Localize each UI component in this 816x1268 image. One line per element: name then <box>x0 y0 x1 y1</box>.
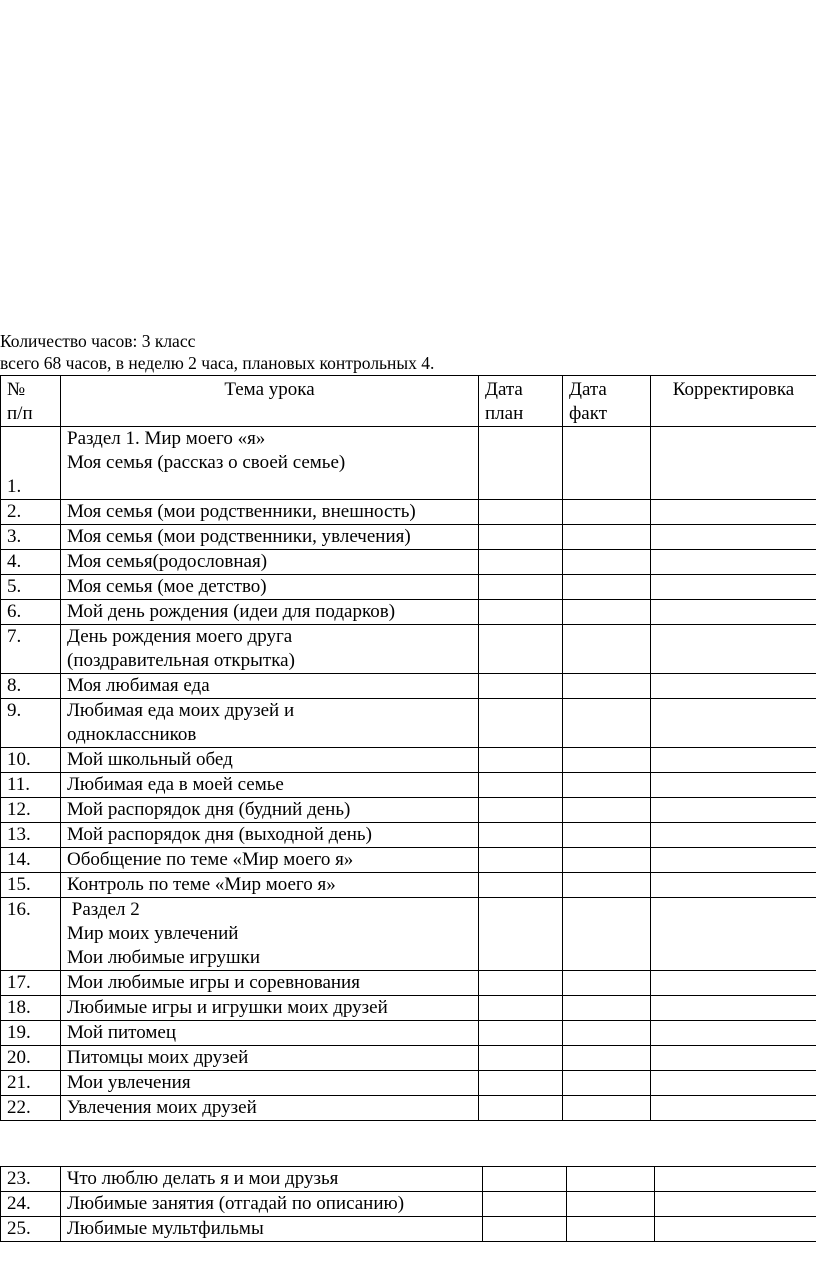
table-row <box>1 1046 816 1071</box>
table-row <box>1 525 816 550</box>
lesson-topic <box>61 600 479 625</box>
lesson-topic <box>61 1217 483 1242</box>
date-fact-cell[interactable] <box>563 823 651 848</box>
date-plan-cell[interactable] <box>479 550 563 575</box>
lesson-number: 4. <box>1 550 61 575</box>
date-fact-cell[interactable] <box>563 550 651 575</box>
lesson-topic-line: Любимая еда моих друзей и <box>67 700 295 721</box>
correction-cell[interactable] <box>651 848 816 873</box>
correction-cell[interactable] <box>651 699 816 748</box>
table-row <box>1 1021 816 1046</box>
correction-cell[interactable] <box>651 773 816 798</box>
correction-cell[interactable] <box>655 1167 816 1192</box>
lesson-topic-line: Мир моих увлечений <box>67 923 239 944</box>
lesson-topic-line: Мои любимые игрушки <box>67 947 261 968</box>
lesson-number: 12. <box>1 798 61 823</box>
date-plan-cell[interactable] <box>479 1046 563 1071</box>
lesson-topic-line: Раздел 2 <box>67 899 140 920</box>
table-row <box>1 1071 816 1096</box>
correction-cell[interactable] <box>651 625 816 674</box>
date-fact-cell[interactable] <box>563 898 651 971</box>
lesson-number: 10. <box>1 748 61 773</box>
lesson-topic-line: Моя любимая еда <box>67 675 210 696</box>
lesson-number: 11. <box>1 773 61 798</box>
date-plan-cell[interactable] <box>479 996 563 1021</box>
date-plan-cell[interactable] <box>479 600 563 625</box>
lesson-topic <box>61 525 479 550</box>
date-fact-cell[interactable] <box>563 699 651 748</box>
date-fact-cell[interactable] <box>567 1217 655 1242</box>
date-plan-cell[interactable] <box>479 1021 563 1046</box>
lesson-number: 3. <box>1 525 61 550</box>
lesson-number: 19. <box>1 1021 61 1046</box>
lesson-topic-line: Питомцы моих друзей <box>67 1047 249 1068</box>
lesson-plan-table-continued <box>0 1166 816 1242</box>
date-plan-cell[interactable] <box>479 699 563 748</box>
lesson-topic <box>61 1192 483 1217</box>
lesson-topic-line: Любимые занятия (отгадай по описанию) <box>67 1193 405 1214</box>
correction-cell[interactable] <box>655 1217 816 1242</box>
correction-cell[interactable] <box>651 748 816 773</box>
date-plan-cell[interactable] <box>479 798 563 823</box>
correction-cell[interactable] <box>651 1046 816 1071</box>
lesson-number: 14. <box>1 848 61 873</box>
column-header-topic: Тема урока <box>61 376 479 427</box>
lesson-topic-line: Любимая еда в моей семье <box>67 774 284 795</box>
date-fact-cell[interactable] <box>563 1021 651 1046</box>
hours-summary: всего 68 часов, в неделю 2 часа, плановых контрольных 4. <box>0 353 435 373</box>
lesson-number: 22. <box>1 1096 61 1121</box>
date-fact-cell[interactable] <box>563 600 651 625</box>
lesson-topic <box>61 748 479 773</box>
date-plan-cell[interactable] <box>479 427 563 500</box>
correction-cell[interactable] <box>651 525 816 550</box>
date-plan-cell[interactable] <box>479 625 563 674</box>
lesson-plan-table <box>0 375 816 1121</box>
date-fact-cell[interactable] <box>563 525 651 550</box>
table-row <box>1 898 816 971</box>
date-fact-cell[interactable] <box>563 773 651 798</box>
correction-cell[interactable] <box>651 898 816 971</box>
table-row <box>1 500 816 525</box>
lesson-topic <box>61 848 479 873</box>
date-plan-cell[interactable] <box>483 1192 567 1217</box>
lesson-number: 20. <box>1 1046 61 1071</box>
lesson-topic-line: Мои любимые игры и соревнования <box>67 972 360 993</box>
column-header-date-plan: Дата план <box>479 376 563 427</box>
lesson-number: 7. <box>1 625 61 674</box>
date-fact-cell[interactable] <box>563 427 651 500</box>
lesson-topic-line: Контроль по теме «Мир моего я» <box>67 874 336 895</box>
lesson-topic <box>61 1021 479 1046</box>
lesson-topic-line: Увлечения моих друзей <box>67 1097 257 1118</box>
lesson-topic-line: Моя семья(родословная) <box>67 551 268 572</box>
lesson-topic-line: Мой распорядок дня (будний день) <box>67 799 351 820</box>
lesson-number: 16. <box>1 898 61 971</box>
correction-cell[interactable] <box>651 971 816 996</box>
table-row <box>1 575 816 600</box>
lesson-topic <box>61 898 479 971</box>
lesson-topic <box>61 873 479 898</box>
correction-cell[interactable] <box>651 500 816 525</box>
lesson-number: 13. <box>1 823 61 848</box>
lesson-topic <box>61 1046 479 1071</box>
table-row <box>1 1192 816 1217</box>
lesson-topic-line: Моя семья (рассказ о своей семье) <box>67 452 346 473</box>
lesson-topic <box>61 500 479 525</box>
correction-cell[interactable] <box>651 1071 816 1096</box>
lesson-number: 2. <box>1 500 61 525</box>
table-row <box>1 1217 816 1242</box>
lesson-number: 1. <box>1 427 61 500</box>
correction-cell[interactable] <box>651 1021 816 1046</box>
date-fact-cell[interactable] <box>563 1096 651 1121</box>
table-row <box>1 996 816 1021</box>
table-row <box>1 625 816 674</box>
lesson-number: 24. <box>1 1192 61 1217</box>
date-plan-cell[interactable] <box>479 674 563 699</box>
lesson-number: 23. <box>1 1167 61 1192</box>
lesson-number: 8. <box>1 674 61 699</box>
table-row <box>1 550 816 575</box>
date-plan-cell[interactable] <box>483 1167 567 1192</box>
date-fact-cell[interactable] <box>563 996 651 1021</box>
lesson-number: 17. <box>1 971 61 996</box>
lesson-number: 5. <box>1 575 61 600</box>
lesson-topic-line: (поздравительная открытка) <box>67 650 295 671</box>
table-row <box>1 971 816 996</box>
correction-cell[interactable] <box>651 600 816 625</box>
date-plan-cell[interactable] <box>479 1096 563 1121</box>
lesson-topic <box>61 996 479 1021</box>
table-row <box>1 798 816 823</box>
lesson-topic-line: День рождения моего друга <box>67 626 293 647</box>
date-plan-cell[interactable] <box>479 848 563 873</box>
table-row <box>1 873 816 898</box>
correction-cell[interactable] <box>651 1096 816 1121</box>
lesson-topic <box>61 1071 479 1096</box>
lesson-number: 9. <box>1 699 61 748</box>
lesson-number: 18. <box>1 996 61 1021</box>
table-row <box>1 1096 816 1121</box>
date-fact-cell[interactable] <box>563 873 651 898</box>
date-plan-cell[interactable] <box>483 1217 567 1242</box>
lesson-topic-line: Любимые мультфильмы <box>67 1218 264 1239</box>
date-fact-cell[interactable] <box>563 674 651 699</box>
lesson-topic <box>61 823 479 848</box>
lesson-topic-line: Что люблю делать я и мои друзья <box>67 1168 339 1189</box>
lesson-topic-line: Мои увлечения <box>67 1072 191 1093</box>
date-fact-cell[interactable] <box>563 1046 651 1071</box>
date-plan-cell[interactable] <box>479 500 563 525</box>
table-row <box>1 773 816 798</box>
lesson-topic <box>61 1167 483 1192</box>
date-fact-cell[interactable] <box>563 575 651 600</box>
lesson-topic <box>61 625 479 674</box>
date-plan-cell[interactable] <box>479 748 563 773</box>
correction-cell[interactable] <box>651 798 816 823</box>
lesson-topic-line: одноклассников <box>67 724 197 745</box>
correction-cell[interactable] <box>651 873 816 898</box>
lesson-topic-line: Обобщение по теме «Мир моего я» <box>67 849 354 870</box>
date-fact-cell[interactable] <box>567 1192 655 1217</box>
date-plan-cell[interactable] <box>479 823 563 848</box>
lesson-topic-line: Мой день рождения (идеи для подарков) <box>67 601 396 622</box>
hours-heading: Количество часов: 3 класс <box>0 331 196 351</box>
column-header-date-fact: Дата факт <box>563 376 651 427</box>
date-plan-cell[interactable] <box>479 971 563 996</box>
table-row <box>1 427 816 500</box>
column-header-number: № п/п <box>1 376 61 427</box>
date-plan-cell[interactable] <box>479 773 563 798</box>
lesson-topic <box>61 575 479 600</box>
correction-cell[interactable] <box>651 550 816 575</box>
table-row <box>1 600 816 625</box>
table-row <box>1 848 816 873</box>
table-header-row <box>1 376 816 427</box>
lesson-number: 15. <box>1 873 61 898</box>
lesson-topic-line: Моя семья (мои родственники, внешность) <box>67 501 416 522</box>
correction-cell[interactable] <box>651 575 816 600</box>
date-plan-cell[interactable] <box>479 525 563 550</box>
lesson-topic <box>61 1096 479 1121</box>
lesson-topic <box>61 674 479 699</box>
date-plan-cell[interactable] <box>479 898 563 971</box>
date-fact-cell[interactable] <box>563 748 651 773</box>
lesson-topic <box>61 773 479 798</box>
lesson-topic-line: Раздел 1. Мир моего «я» <box>67 428 266 449</box>
date-fact-cell[interactable] <box>563 971 651 996</box>
date-fact-cell[interactable] <box>567 1167 655 1192</box>
table-row <box>1 674 816 699</box>
date-plan-cell[interactable] <box>479 873 563 898</box>
column-header-correction: Корректировка <box>651 376 816 427</box>
table-row <box>1 1167 816 1192</box>
correction-cell[interactable] <box>651 674 816 699</box>
lesson-number: 6. <box>1 600 61 625</box>
table-row <box>1 823 816 848</box>
table-row <box>1 748 816 773</box>
lesson-topic <box>61 699 479 748</box>
date-fact-cell[interactable] <box>563 500 651 525</box>
date-fact-cell[interactable] <box>563 798 651 823</box>
lesson-topic-line: Мой распорядок дня (выходной день) <box>67 824 372 845</box>
correction-cell[interactable] <box>651 427 816 500</box>
date-fact-cell[interactable] <box>563 1071 651 1096</box>
date-plan-cell[interactable] <box>479 575 563 600</box>
lesson-topic <box>61 427 479 500</box>
lesson-topic-line: Любимые игры и игрушки моих друзей <box>67 997 388 1018</box>
correction-cell[interactable] <box>655 1192 816 1217</box>
lesson-number: 21. <box>1 1071 61 1096</box>
lesson-topic-line: Моя семья (мое детство) <box>67 576 267 597</box>
lesson-topic <box>61 971 479 996</box>
lesson-topic-line: Моя семья (мои родственники, увлечения) <box>67 526 411 547</box>
date-plan-cell[interactable] <box>479 1071 563 1096</box>
correction-cell[interactable] <box>651 996 816 1021</box>
lesson-number: 25. <box>1 1217 61 1242</box>
lesson-topic-line: Мой школьный обед <box>67 749 233 770</box>
lesson-topic-line: Мой питомец <box>67 1022 176 1043</box>
date-fact-cell[interactable] <box>563 848 651 873</box>
lesson-topic <box>61 798 479 823</box>
correction-cell[interactable] <box>651 823 816 848</box>
date-fact-cell[interactable] <box>563 625 651 674</box>
table-row <box>1 699 816 748</box>
lesson-topic <box>61 550 479 575</box>
